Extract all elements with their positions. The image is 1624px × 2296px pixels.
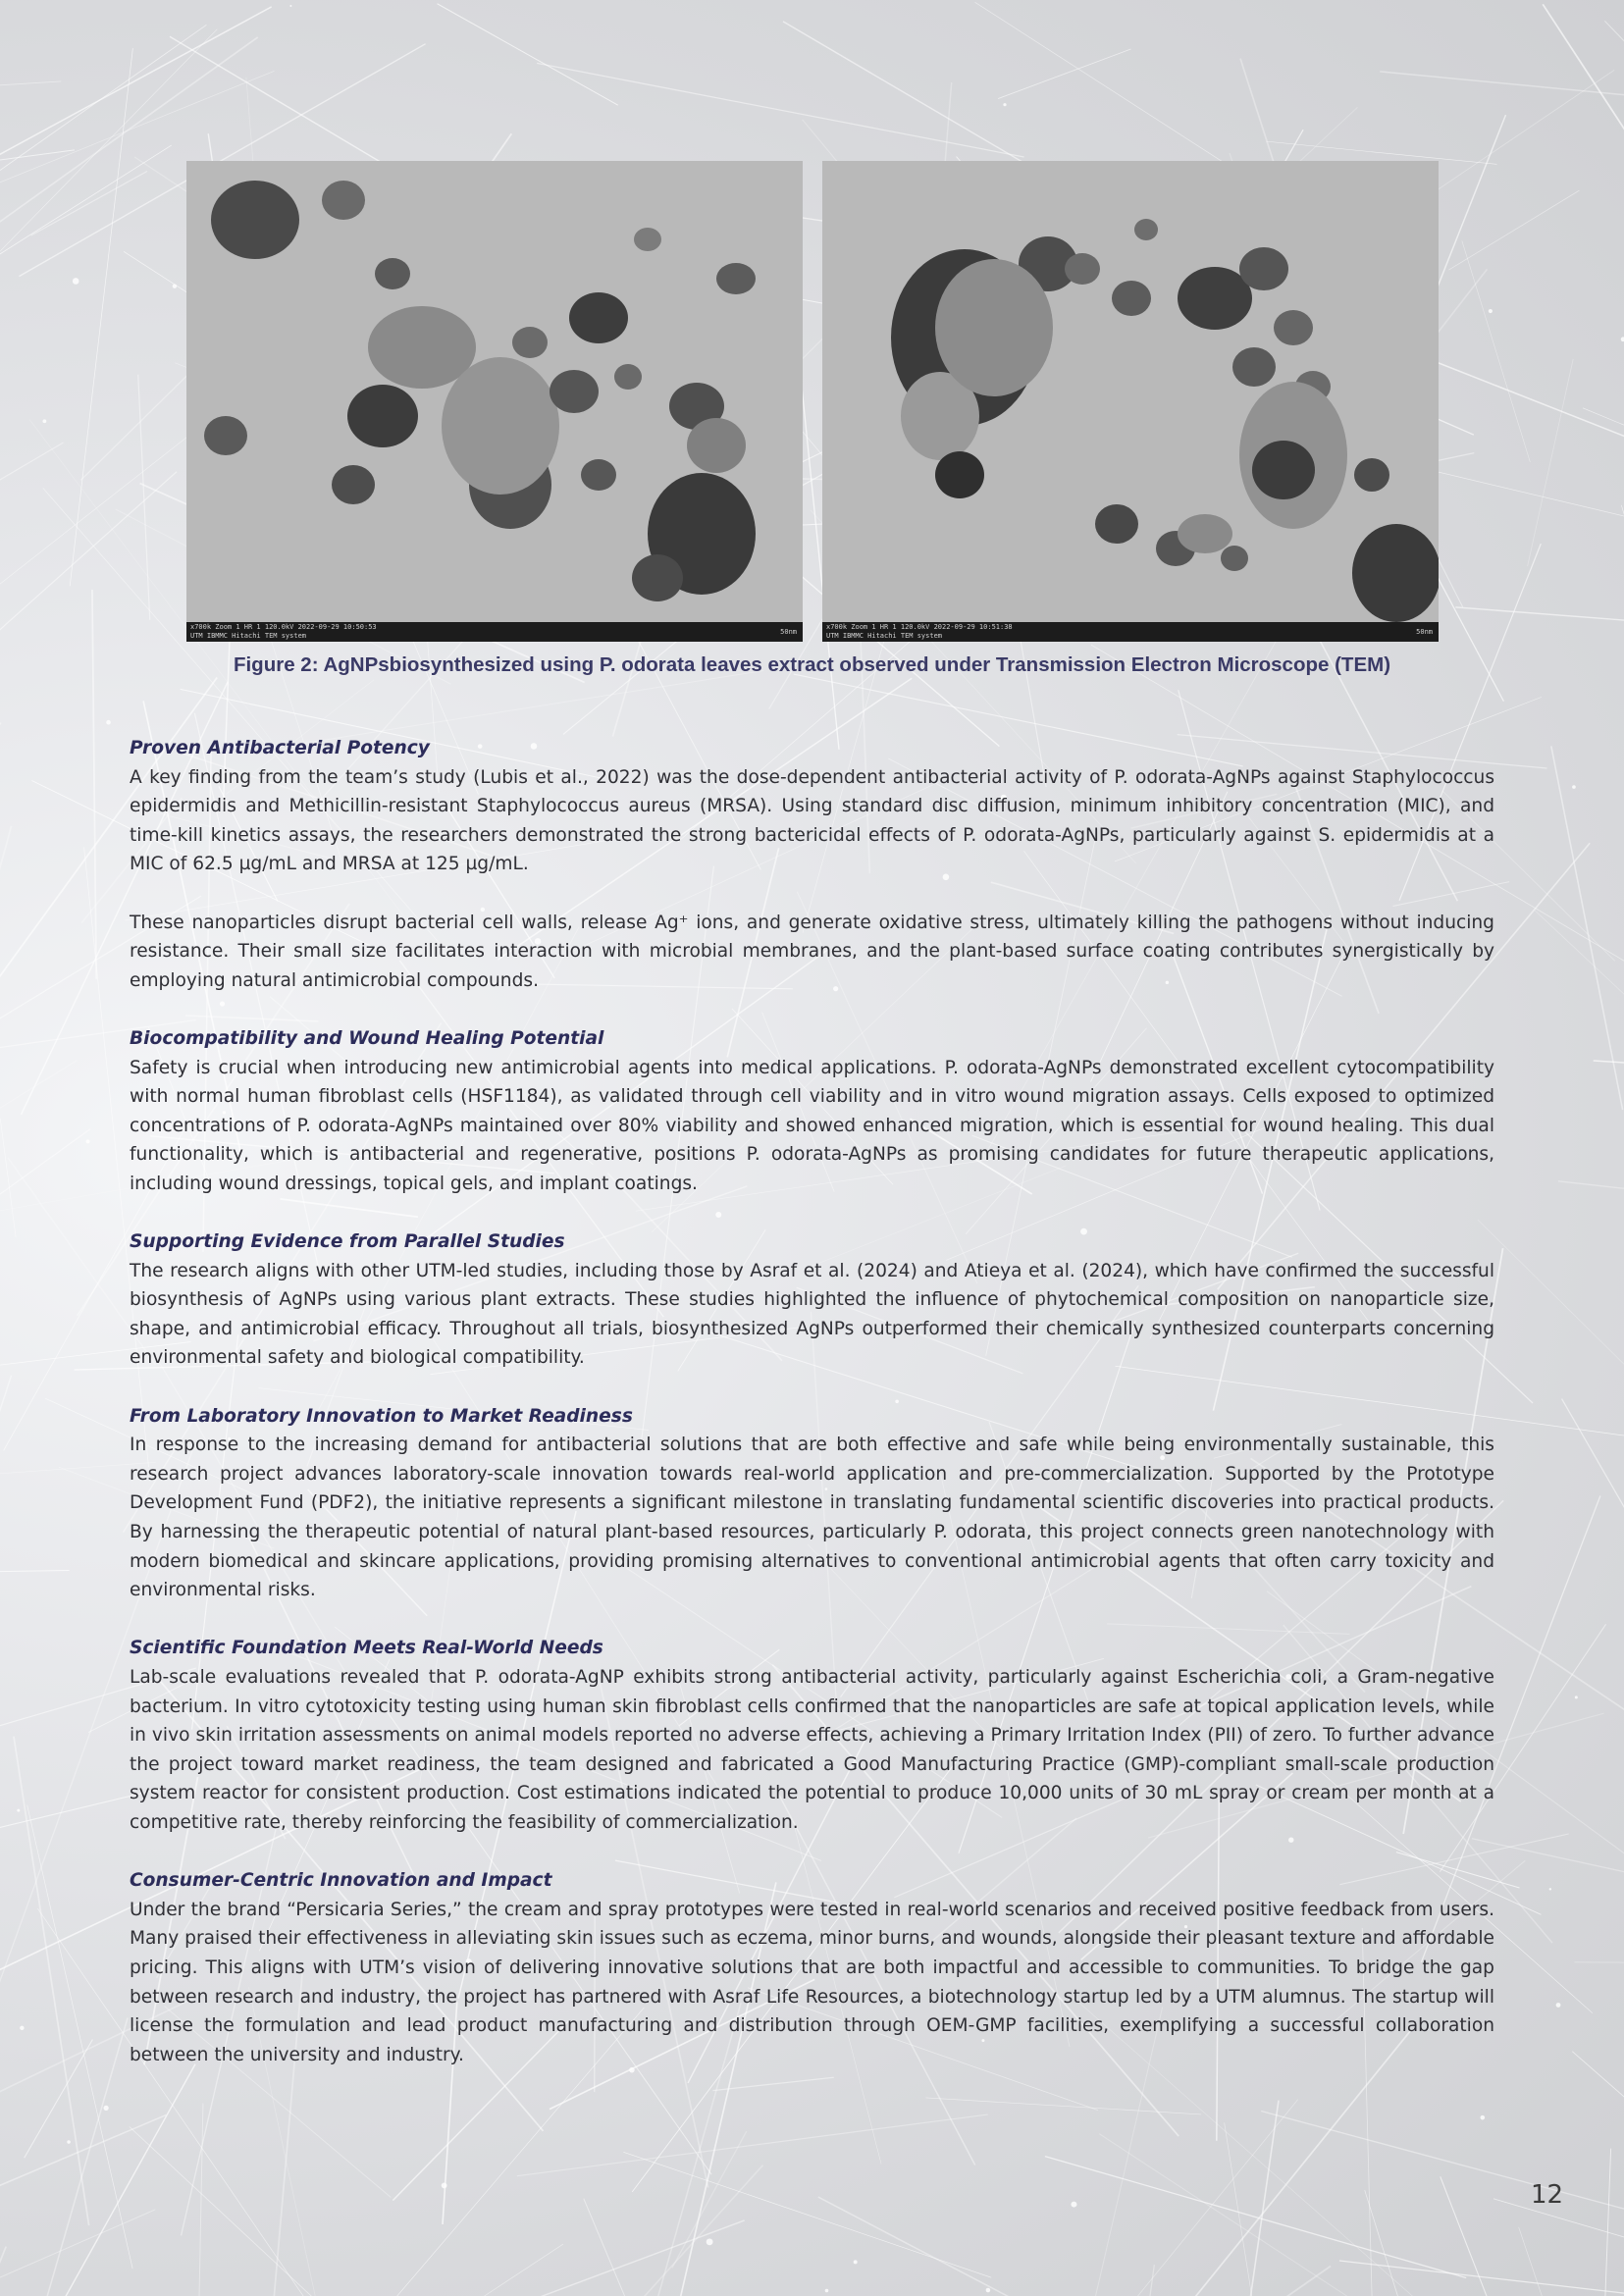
network-line [1551, 746, 1623, 1110]
nanoparticle [569, 292, 628, 343]
network-node [289, 5, 291, 7]
network-node [986, 2288, 991, 2293]
network-line [0, 1129, 90, 1419]
nanoparticle [322, 181, 365, 220]
network-line [998, 49, 1130, 99]
nanoparticle [1274, 310, 1313, 345]
network-line [818, 2197, 1056, 2296]
network-line [37, 2018, 128, 2296]
section-market-readiness [130, 1402, 1494, 1605]
network-line [1380, 72, 1624, 129]
network-line [1558, 1181, 1624, 1217]
network-node [42, 419, 46, 423]
nanoparticle [1112, 281, 1151, 316]
section-parallel-studies [130, 1227, 1494, 1373]
network-line [1583, 408, 1624, 456]
nanoparticle [1239, 247, 1288, 290]
network-line [1543, 4, 1624, 236]
network-line [203, 2244, 563, 2296]
nanoparticle [1252, 441, 1315, 499]
tem-micrograph-left [186, 161, 803, 622]
network-line [1596, 2149, 1611, 2296]
network-line [0, 723, 1, 969]
network-line [0, 150, 75, 198]
scale-label: 50nm [1416, 628, 1433, 636]
network-line [1137, 2265, 1155, 2296]
network-node [104, 2106, 109, 2111]
section-title: Consumer-Centric Innovation and Impact [130, 1870, 552, 1892]
network-line [1478, 1220, 1624, 1476]
network-line [1448, 190, 1579, 270]
network-line [1365, 2190, 1476, 2296]
network-line [926, 2098, 1202, 2114]
network-line [1535, 911, 1624, 1149]
network-line [0, 415, 215, 781]
nanoparticle [716, 263, 756, 294]
network-line [1572, 2052, 1624, 2188]
nanoparticle [1221, 546, 1248, 571]
network-line [1462, 240, 1530, 462]
article-body [130, 734, 1494, 2099]
network-line [0, 1061, 77, 1331]
nanoparticle [1352, 524, 1439, 622]
paragraph: Lab-scale evaluations revealed that P. odorata-AgNP exhibits strong antibacterial activity, particularly against Escherichia coli, a Gram-negative bacterium. In vitro cytotoxicity testing using human skin fibroblast cells confirmed that the nanoparticles are safe at topical application levels, while in vivo skin irritation assessments on animal models reported no adverse effects, achieving a Primary Irritation Index (PII) of zero. To further advance the project toward market readiness, the team designed and fabricated a Good Manufacturing Practice (GMP)-compliant small-scale production system reactor for consistent production. Cost estimations indicated the potential to produce 10,000 units of 30 mL spray or cream per month at a competitive rate, thereby reinforcing the feasibility of commercialization. [130, 1667, 1494, 1833]
network-line [193, 2104, 203, 2296]
network-line [0, 25, 206, 301]
network-line [438, 4, 618, 105]
network-node [1003, 103, 1006, 106]
paragraph: A key finding from the team’s study (Lubis et al., 2022) was the dose-dependent antibacterial activity of P. odorata-AgNPs against Staphylococcus epidermidis and Methicillin-resistant Staphylococcus aureus (MRSA). Using standard disc diffusion, minimum inhibitory concentration (MIC), and time-kill kinetics assays, the researchers demonstrated the strong bactericidal effects of P. odorata-AgNPs, particularly against S. epidermidis at a MIC of 62.5 µg/mL and MRSA at 125 µg/mL. [130, 766, 1494, 875]
nanoparticle [1095, 504, 1138, 544]
network-node [67, 2140, 71, 2144]
network-line [1339, 2261, 1624, 2296]
network-node [106, 720, 111, 725]
section-title: Scientific Foundation Meets Real-World Needs [130, 1638, 603, 1659]
tem-info-line: x700k Zoom 1 HR 1 120.0kV 2022-09-29 10:50:53 [190, 623, 377, 631]
network-node [173, 284, 177, 287]
section-biocompatibility [130, 1024, 1494, 1199]
section-scientific-foundation [130, 1634, 1494, 1837]
network-node [707, 2238, 713, 2245]
network-line [1493, 2199, 1624, 2296]
paragraph: The research aligns with other UTM-led studies, including those by Asraf et al. (2024) and Atieya et al. (2024), which have confirmed the successful biosynthesis of AgNPs using various plant extracts. These studies highlighted the influence of phytochemical composition on nanoparticle size, shape, and antimicrobial efficacy. Throughout all trials, biosynthesized AgNPs outperformed their chemically synthesized counterparts concerning environmental safety and biological compatibility. [130, 1260, 1494, 1369]
paragraph: These nanoparticles disrupt bacterial cell walls, release Ag⁺ ions, and generate oxidative stress, ultimately killing the pathogens without inducing resistance. Their small size facilitates interaction with microbial membranes, and the plant-based surface coating contributes synergistically by employing natural antimicrobial compounds. [130, 912, 1494, 991]
nanoparticle [632, 554, 683, 601]
network-line [1225, 2122, 1312, 2296]
tem-info-line: UTM IBMMC Hitachi TEM system [190, 632, 307, 640]
network-node [1575, 1696, 1578, 1698]
nanoparticle [211, 181, 299, 259]
paragraph: Under the brand “Persicaria Series,” the cream and spray prototypes were tested in real-world scenarios and received positive feedback from users. Many praised their effectiveness in alleviating skin issues such as eczema, minor burns, and wounds, alongside their pleasant texture and affordable pricing. This aligns with UTM’s vision of delivering innovative solutions that are both impactful and accessible to communities. To bridge the gap between research and industry, the project has partnered with Asraf Life Resources, a biotechnology startup led by a UTM alumnus. The startup will license the formulation and lead product manufacturing and distribution through OEM-GMP facilities, exemplifying a successful collaboration between the university and industry. [130, 1899, 1494, 2065]
network-line [70, 48, 132, 586]
network-line [537, 63, 1023, 157]
section-title: Proven Antibacterial Potency [130, 738, 430, 758]
nanoparticle [204, 416, 247, 455]
paragraph: In response to the increasing demand for antibacterial solutions that are both effective and safe while being environmentally sustainable, this research project advances laboratory-scale innovation towards real-world application and pre-commercialization. Supported by the Prototype Development Fund (PDF2), the initiative represents a significant milestone in translating fundamental scientific discoveries into practical products. By harnessing the therapeutic potential of natural plant-based resources, particularly P. odorata, this project connects green nanotechnology with modern biomedical and skincare applications, providing promising alternatives to conventional antimicrobial agents that often carry toxicity and environmental risks. [130, 1435, 1494, 1601]
scale-label: 50nm [780, 628, 797, 636]
nanoparticle [935, 259, 1053, 396]
nanoparticle [347, 385, 418, 447]
nanoparticle [332, 465, 375, 504]
network-node [854, 2260, 858, 2264]
network-line [0, 2210, 155, 2296]
paragraph: Safety is crucial when introducing new antimicrobial agents into medical applications. P. odorata-AgNPs demonstrated excellent cytocompatibility with normal human fibroblast cells (HSF1184), as validated through cell viability and in vitro wound migration assays. Cells exposed to optimized concentrations of P. odorata-AgNPs maintained over 80% viability and showed enhanced migration, which is essential for wound healing. This dual functionality, which is antibacterial and regenerative, positions P. odorata-AgNPs as promising candidates for future therapeutic applications, including wound dressings, topical gels, and implant coatings. [130, 1057, 1494, 1194]
network-node [1481, 2115, 1486, 2120]
network-line [365, 2166, 762, 2296]
network-node [1549, 1888, 1551, 1890]
nanoparticle [581, 459, 616, 491]
section-title: Biocompatibility and Wound Healing Potential [130, 1027, 604, 1049]
network-line [27, 1805, 132, 2269]
nanoparticle [368, 306, 476, 389]
network-node [825, 2289, 829, 2293]
network-line [0, 1119, 16, 1237]
nanoparticle [375, 258, 410, 289]
network-line [1528, 359, 1574, 566]
nanoparticle [1232, 347, 1276, 387]
network-line [517, 2114, 988, 2176]
network-line [0, 443, 64, 513]
network-line [0, 2115, 166, 2296]
network-node [17, 1809, 20, 1812]
network-line [0, 2247, 6, 2296]
nanoparticle [1065, 253, 1100, 285]
tem-image-right [822, 161, 1439, 642]
tem-info-line: UTM IBMMC Hitachi TEM system [826, 632, 943, 640]
network-line [1081, 2266, 1331, 2296]
network-line [1190, 2101, 1279, 2296]
network-line [1562, 1399, 1624, 1649]
network-line [0, 1376, 12, 1592]
section-antibacterial-potency [130, 734, 1494, 995]
network-line [92, 590, 96, 979]
nanoparticle [935, 451, 984, 498]
network-line [0, 81, 61, 105]
network-line [1099, 2134, 1520, 2296]
network-node [73, 278, 79, 285]
network-node [86, 1139, 90, 1143]
section-consumer-innovation [130, 1866, 1494, 2069]
nanoparticle [1134, 219, 1158, 240]
network-node [442, 2183, 447, 2189]
network-node [1489, 309, 1493, 313]
nanoparticle [1178, 514, 1232, 553]
network-node [1071, 2202, 1076, 2208]
nanoparticle [634, 228, 661, 251]
nanoparticle [550, 370, 599, 413]
nanoparticle [1354, 458, 1389, 492]
tem-info-bar-right [822, 622, 1439, 642]
network-node [20, 2026, 24, 2030]
network-line [1455, 607, 1624, 622]
network-line [25, 2039, 93, 2158]
network-line [984, 2100, 1298, 2296]
network-line [1574, 1962, 1624, 1965]
section-title: Supporting Evidence from Parallel Studies [130, 1231, 565, 1253]
tem-micrograph-right [822, 161, 1439, 622]
network-line [1604, 21, 1624, 364]
network-line [672, 2131, 747, 2268]
nanoparticle [442, 357, 559, 495]
network-line [436, 2220, 745, 2296]
network-node [1572, 785, 1576, 789]
section-title: From Laboratory Innovation to Market Readiness [130, 1405, 633, 1427]
network-node [1556, 2003, 1561, 2008]
network-line [0, 1571, 70, 1575]
network-line [31, 172, 147, 235]
network-line [584, 2199, 767, 2296]
network-line [1261, 2112, 1624, 2249]
tem-image-left [186, 161, 803, 642]
tem-figure [186, 161, 1439, 642]
nanoparticle [512, 327, 548, 358]
nanoparticle [614, 364, 642, 390]
figure-caption: Figure 2: AgNPsbiosynthesized using P. odorata leaves extract observed under Transmission Electron Microscope (TEM) [233, 653, 1391, 676]
nanoparticle [687, 418, 746, 473]
tem-info-line: x700k Zoom 1 HR 1 120.0kV 2022-09-29 10:51:38 [826, 623, 1013, 631]
tem-info-bar-left [186, 622, 803, 642]
page-number: 12 [1531, 2180, 1564, 2210]
